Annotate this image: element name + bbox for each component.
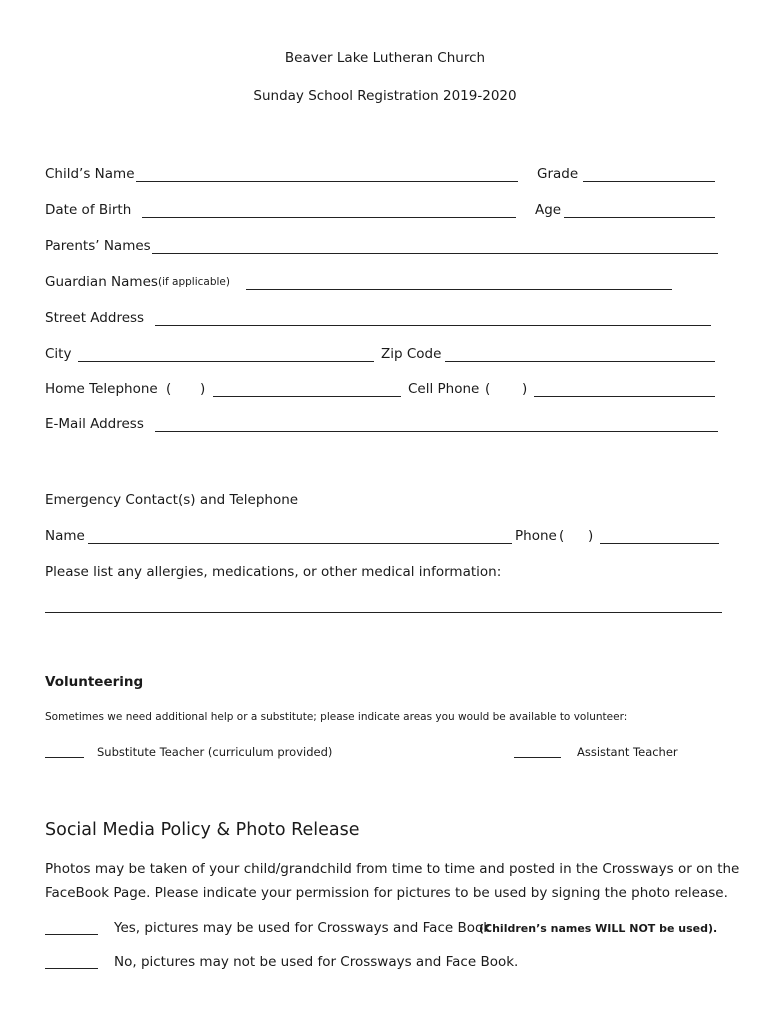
social-heading: Social Media Policy & Photo Release xyxy=(45,820,360,840)
medical-label: Please list any allergies, medications, or other medical information: xyxy=(45,564,502,580)
zip-label: Zip Code xyxy=(381,346,442,362)
dob-label: Date of Birth xyxy=(45,202,132,218)
grade-label: Grade xyxy=(537,166,579,182)
emergency-name-label: Name xyxy=(45,528,85,544)
city-field[interactable] xyxy=(78,361,374,362)
age-field[interactable] xyxy=(564,217,715,218)
emergency-area-close: ) xyxy=(588,528,594,544)
home-area-open: ( xyxy=(166,381,172,397)
home-phone-label: Home Telephone xyxy=(45,381,158,397)
assistant-teacher-label: Assistant Teacher xyxy=(577,745,678,759)
cell-area-open: ( xyxy=(485,381,491,397)
emergency-heading: Emergency Contact(s) and Telephone xyxy=(45,492,299,508)
street-label: Street Address xyxy=(45,310,145,326)
cell-area-close: ) xyxy=(522,381,528,397)
grade-field[interactable] xyxy=(583,181,715,182)
assistant-teacher-check[interactable] xyxy=(514,757,561,758)
emergency-area-open: ( xyxy=(559,528,565,544)
zip-field[interactable] xyxy=(445,361,715,362)
photo-no-label: No, pictures may not be used for Crossways and Face Book. xyxy=(114,954,519,970)
volunteer-intro: Sometimes we need additional help or a substitute; please indicate areas you would be available to volunteer: xyxy=(45,711,628,723)
church-name: Beaver Lake Lutheran Church xyxy=(284,50,486,66)
age-label: Age xyxy=(535,202,562,218)
guardian-field[interactable] xyxy=(246,289,672,290)
street-field[interactable] xyxy=(155,325,711,326)
parents-field[interactable] xyxy=(152,253,718,254)
dob-field[interactable] xyxy=(142,217,516,218)
cell-phone-field[interactable] xyxy=(534,396,715,397)
parents-label: Parents’ Names xyxy=(45,238,151,254)
emergency-phone-label: Phone xyxy=(515,528,557,544)
substitute-teacher-label: Substitute Teacher (curriculum provided) xyxy=(97,745,333,759)
home-phone-field[interactable] xyxy=(213,396,401,397)
social-para-line2: FaceBook Page. Please indicate your permission for pictures to be used by signing the photo release. xyxy=(45,885,728,901)
substitute-teacher-check[interactable] xyxy=(45,757,84,758)
cell-phone-label: Cell Phone xyxy=(408,381,480,397)
volunteer-heading: Volunteering xyxy=(45,674,144,690)
email-field[interactable] xyxy=(155,431,718,432)
medical-field[interactable] xyxy=(45,612,722,613)
home-area-close: ) xyxy=(200,381,206,397)
guardian-label: Guardian Names xyxy=(45,274,158,290)
photo-yes-note: (Children’s names WILL NOT be used). xyxy=(479,922,718,935)
emergency-phone-field[interactable] xyxy=(600,543,719,544)
photo-no-signature[interactable] xyxy=(45,968,98,969)
social-para-line1: Photos may be taken of your child/grandchild from time to time and posted in the Crossways or on the xyxy=(45,861,740,877)
photo-yes-label: Yes, pictures may be used for Crossways and Face Book xyxy=(114,920,492,936)
emergency-name-field[interactable] xyxy=(88,543,512,544)
email-label: E-Mail Address xyxy=(45,416,144,432)
photo-yes-signature[interactable] xyxy=(45,934,98,935)
childs-name-field[interactable] xyxy=(136,181,518,182)
form-title: Sunday School Registration 2019-2020 xyxy=(253,88,517,104)
childs-name-label: Child’s Name xyxy=(45,166,135,182)
city-label: City xyxy=(45,346,72,362)
guardian-note: (if applicable) xyxy=(158,276,230,288)
